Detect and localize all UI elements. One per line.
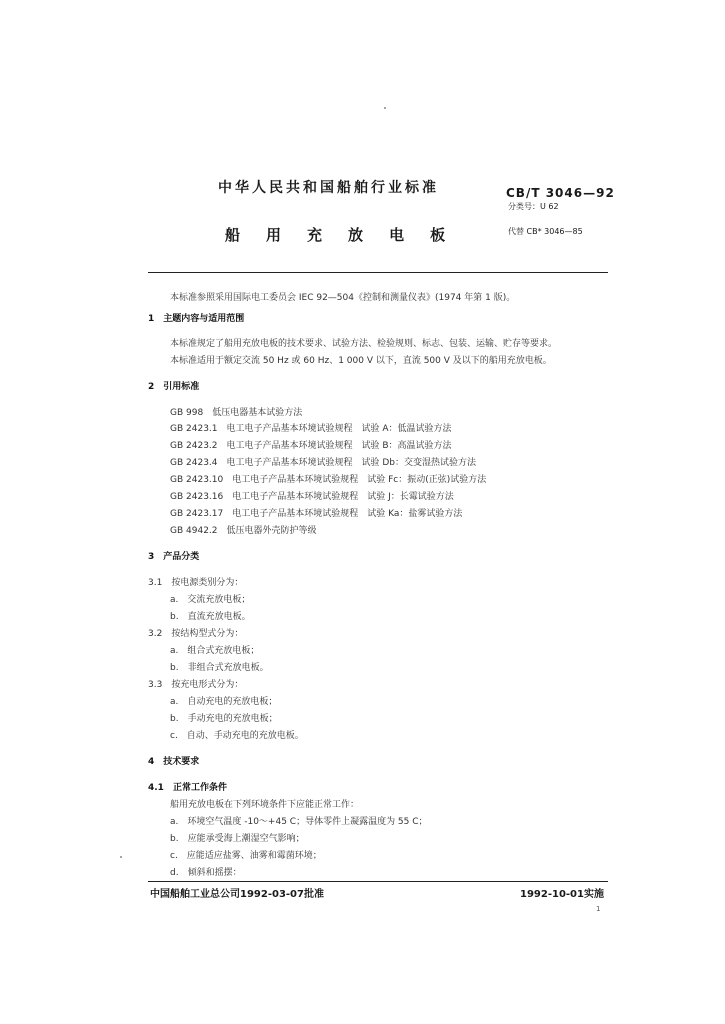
section-3-heading: 3 产品分类 xyxy=(148,552,200,562)
section-1-paragraph: 本标准适用于额定交流 50 Hz 或 60 Hz、1 000 V 以下，直流 500 V 及以下的船用充放电板。 xyxy=(170,356,552,366)
replaces-standard: 代替 CB* 3046—85 xyxy=(508,227,583,236)
section-4-heading: 4 技术要求 xyxy=(148,757,200,767)
classification-number: 分类号：U 62 xyxy=(508,202,559,211)
approval-line: 中国船舶工业总公司1992-03-07批准 xyxy=(150,889,324,900)
subsection-heading: 3.1 按电源类别分为： xyxy=(148,578,244,588)
list-item: c. 应能适应盐雾、油雾和霉菌环境； xyxy=(170,851,322,861)
reference-item: GB 2423.16 电工电子产品基本环境试验规程 试验 J：长霉试验方法 xyxy=(170,492,454,502)
list-item: a. 组合式充放电板； xyxy=(170,646,260,656)
header-rule xyxy=(148,272,608,273)
intro-text: 本标准参照采用国际电工委员会 IEC 92—504《控制和测量仪表》(1974 年第 1 版)。 xyxy=(170,293,516,303)
reference-item: GB 2423.10 电工电子产品基本环境试验规程 试验 Fc：振动(正弦)试验方法 xyxy=(170,475,487,485)
scan-speck xyxy=(384,107,386,109)
doc-title-char: 板 xyxy=(430,226,446,244)
reference-item: GB 2423.2 电工电子产品基本环境试验规程 试验 B：高温试验方法 xyxy=(170,441,452,451)
list-item: a. 交流充放电板； xyxy=(170,595,251,605)
list-item: a. 自动充电的充放电板； xyxy=(170,697,278,707)
list-item: b. 直流充放电板。 xyxy=(170,612,251,622)
list-item: b. 非组合式充放电板。 xyxy=(170,663,269,673)
list-item: b. 手动充电的充放电板； xyxy=(170,714,278,724)
section-2-heading: 2 引用标准 xyxy=(148,382,200,392)
reference-item: GB 2423.17 电工电子产品基本环境试验规程 试验 Ka：盐雾试验方法 xyxy=(170,509,463,519)
subsection-heading: 3.2 按结构型式分为： xyxy=(148,629,244,639)
paragraph: 船用充放电板在下列环境条件下应能正常工作： xyxy=(170,800,360,810)
footer-rule xyxy=(148,881,608,882)
doc-title-char: 放 xyxy=(348,226,364,244)
section-1-paragraph: 本标准规定了船用充放电板的技术要求、试验方法、检验规则、标志、包装、运输、贮存等要求。 xyxy=(170,339,558,349)
list-item: d. 倾斜和摇摆： xyxy=(170,868,242,878)
effective-date: 1992-10-01实施 xyxy=(520,889,604,900)
org-title: 中华人民共和国船舶行业标准 xyxy=(218,180,439,196)
reference-item: GB 2423.4 电工电子产品基本环境试验规程 试验 Db：交变湿热试验方法 xyxy=(170,458,477,468)
section-1-heading: 1 主题内容与适用范围 xyxy=(148,314,245,324)
scan-speck xyxy=(120,856,122,858)
doc-title-char: 船 xyxy=(225,226,241,244)
subsection-heading: 4.1 正常工作条件 xyxy=(148,783,227,793)
page-number: 1 xyxy=(596,905,601,913)
doc-title xyxy=(225,224,471,245)
subsection-heading: 3.3 按充电形式分为： xyxy=(148,680,244,690)
doc-title-char: 充 xyxy=(307,226,323,244)
reference-item: GB 4942.2 低压电器外壳防护等级 xyxy=(170,526,317,536)
reference-item: GB 998 低压电器基本试验方法 xyxy=(170,408,303,418)
list-item: c. 自动、手动充电的充放电板。 xyxy=(170,731,304,741)
list-item: a. 环境空气温度 -10～+45 C；导体零件上凝露温度为 55 C； xyxy=(170,817,428,827)
doc-title-char: 电 xyxy=(389,226,405,244)
standard-number: CB/T 3046—92 xyxy=(506,186,615,200)
doc-title-char: 用 xyxy=(266,226,282,244)
list-item: b. 应能承受海上潮湿空气影响； xyxy=(170,834,305,844)
reference-item: GB 2423.1 电工电子产品基本环境试验规程 试验 A：低温试验方法 xyxy=(170,424,452,434)
